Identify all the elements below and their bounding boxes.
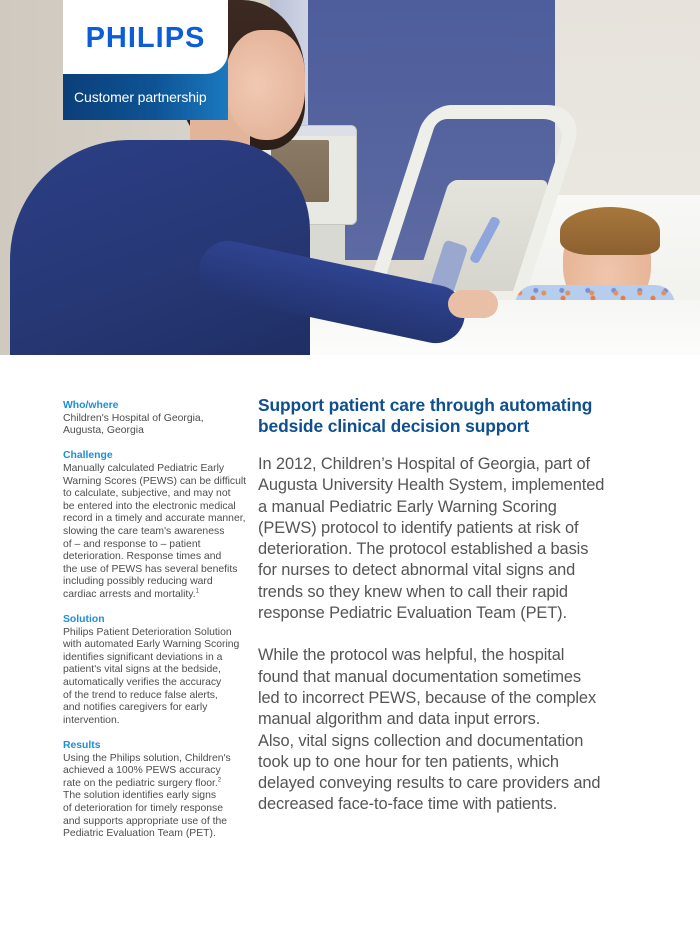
patient-hair <box>560 207 660 255</box>
text-line <box>63 589 245 602</box>
section-who-where <box>63 400 245 438</box>
nurse-hand <box>448 290 498 318</box>
section-results <box>63 740 245 841</box>
text-line: of – and response to – patient <box>63 538 201 550</box>
text-line: While the protocol was helpful, the hospital <box>258 646 565 665</box>
text-line: identifies significant deviations in a <box>63 651 223 663</box>
text-line: with automated Early Warning Scoring <box>63 639 240 651</box>
text-line: automatically verifies the accuracy <box>63 677 222 689</box>
text-line: Using the Philips solution, Children's <box>63 752 231 764</box>
text-line: deterioration. The protocol established a basis <box>258 540 589 559</box>
text-line: found that manual documentation sometimes <box>258 667 581 686</box>
text-line: be entered into the electronic medical <box>63 500 236 512</box>
text-line: Augusta, Georgia <box>63 425 144 437</box>
text-line: slowing the care team's awareness <box>63 525 225 537</box>
text-line: trends so they knew when to call their rapid <box>258 582 568 601</box>
text-line: of deterioration for timely response <box>63 803 223 814</box>
text-line: Philips Patient Deterioration Solution <box>63 626 232 638</box>
problem-paragraph <box>258 645 658 815</box>
text-line <box>63 778 245 791</box>
footnote-ref: 2 <box>217 777 222 784</box>
section-solution <box>63 614 245 727</box>
text-line: to calculate, subjective, and may not <box>63 488 231 500</box>
section-body <box>63 753 245 841</box>
title-line: Support patient care through automating <box>258 395 593 415</box>
nurse-face <box>225 30 305 140</box>
section-heading: Challenge <box>63 450 113 462</box>
section-body <box>63 463 245 602</box>
text-line: the use of PEWS has several benefits <box>63 563 238 575</box>
section-challenge <box>63 450 245 601</box>
section-body <box>63 413 245 438</box>
text-line: Also, vital signs collection and documentation <box>258 731 584 750</box>
brand-badge <box>63 0 228 120</box>
section-heading: Who/where <box>63 400 119 411</box>
text-fragment: rate on the pediatric surgery floor. <box>63 777 218 789</box>
text-line: of the trend to reduce false alerts, <box>63 689 218 701</box>
main-content <box>258 395 658 816</box>
text-line: delayed conveying results to care providers and <box>258 774 601 793</box>
page-title <box>258 395 658 437</box>
text-line: Pediatric Evaluation Team (PET). <box>63 828 216 840</box>
intro-paragraph <box>258 454 658 624</box>
text-line: response Pediatric Evaluation Team (PET). <box>258 604 567 623</box>
brand-tagline: Customer partnership <box>74 89 207 105</box>
text-line: took up to one hour for ten patients, which <box>258 752 559 771</box>
logo-panel <box>63 0 228 74</box>
text-line: Augusta University Health System, implemented <box>258 476 605 495</box>
text-line: (PEWS) protocol to identify patients at risk of <box>258 518 579 537</box>
text-line: achieved a 100% PEWS accuracy <box>63 765 221 777</box>
text-line: intervention. <box>63 714 120 726</box>
section-heading: Solution <box>63 614 105 626</box>
footnote-ref: 1 <box>195 588 199 595</box>
sidebar <box>63 400 245 853</box>
text-line: In 2012, Children’s Hospital of Georgia, part of <box>258 455 591 473</box>
text-line: led to incorrect PEWS, because of the complex <box>258 688 597 707</box>
philips-logo: PHILIPS <box>85 21 206 54</box>
text-line: Warning Scores (PEWS) can be difficult <box>63 475 247 487</box>
text-fragment: cardiac arrests and mortality. <box>63 588 196 600</box>
text-line: a manual Pediatric Early Warning Scoring <box>258 497 557 516</box>
text-line: including possibly reducing ward <box>63 576 213 588</box>
title-line: bedside clinical decision support <box>258 416 530 436</box>
text-line: patient's vital signs at the bedside, <box>63 664 221 676</box>
section-body <box>63 627 245 728</box>
text-line: and notifies caregivers for early <box>63 702 208 714</box>
text-line: record in a timely and accurate manner, <box>63 513 246 525</box>
text-line: Children's Hospital of Georgia, <box>63 412 204 424</box>
text-line: and supports appropriate use of the <box>63 815 228 827</box>
text-line: The solution identifies early signs <box>63 790 217 802</box>
text-line: deterioration. Response times and <box>63 551 222 563</box>
section-heading: Results <box>63 740 101 752</box>
text-line: for nurses to detect abnormal vital signs and <box>258 561 576 580</box>
text-line: Manually calculated Pediatric Early <box>63 462 225 474</box>
text-line: manual algorithm and data input errors. <box>258 710 541 729</box>
text-line: decreased face-to-face time with patients. <box>258 795 558 814</box>
